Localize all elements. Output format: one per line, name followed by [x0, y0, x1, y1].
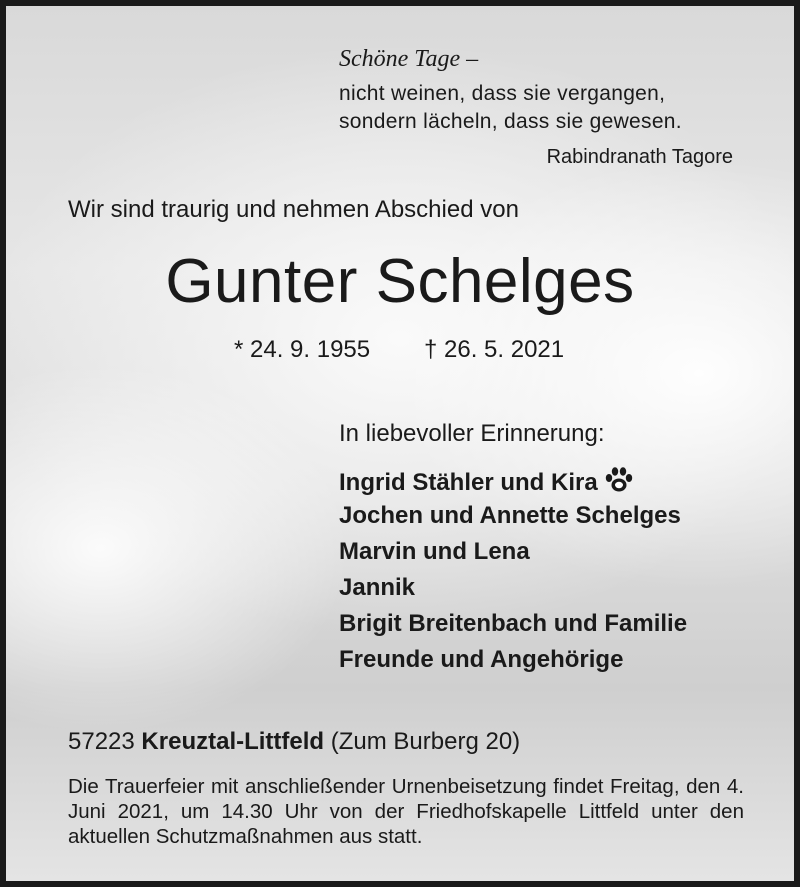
mourner-item: Jannik [339, 574, 416, 601]
paw-print-icon [604, 466, 634, 501]
quote-line-2: sondern lächeln, dass sie gewesen. [339, 110, 682, 133]
funeral-notice: Die Trauerfeier mit anschließender Urnenbeisetzung findet Freitag, den 4. Juni 2021, um 14.30 Uhr von der Friedhofskapelle Littfeld unter den aktuellen Schutzmaßnahmen aus statt. [68, 775, 744, 848]
mourner-item: Freunde und Angehörige [339, 646, 624, 673]
address [68, 728, 520, 756]
quote-line-1: nicht weinen, dass sie vergangen, [339, 82, 666, 105]
street: (Zum Burberg 20) [330, 728, 521, 755]
death-date: † 26. 5. 2021 [424, 336, 565, 363]
mourner-item [339, 466, 634, 501]
postcode: 57223 [68, 728, 135, 755]
memory-heading: In liebevoller Erinnerung: [339, 420, 605, 447]
birth-date: * 24. 9. 1955 [234, 336, 371, 363]
town: Kreuztal-Littfeld [141, 728, 325, 755]
mourner-item: Marvin und Lena [339, 538, 530, 565]
mourner-item: Jochen und Annette Schelges [339, 502, 681, 529]
mourner-name: Ingrid Stähler und Kira [339, 469, 598, 496]
intro-text: Wir sind traurig und nehmen Abschied von [68, 196, 519, 223]
quote-author: Rabindranath Tagore [546, 146, 733, 168]
quote-title: Schöne Tage – [339, 46, 479, 72]
deceased-name: Gunter Schelges [165, 247, 635, 316]
mourner-item: Brigit Breitenbach und Familie [339, 610, 688, 637]
